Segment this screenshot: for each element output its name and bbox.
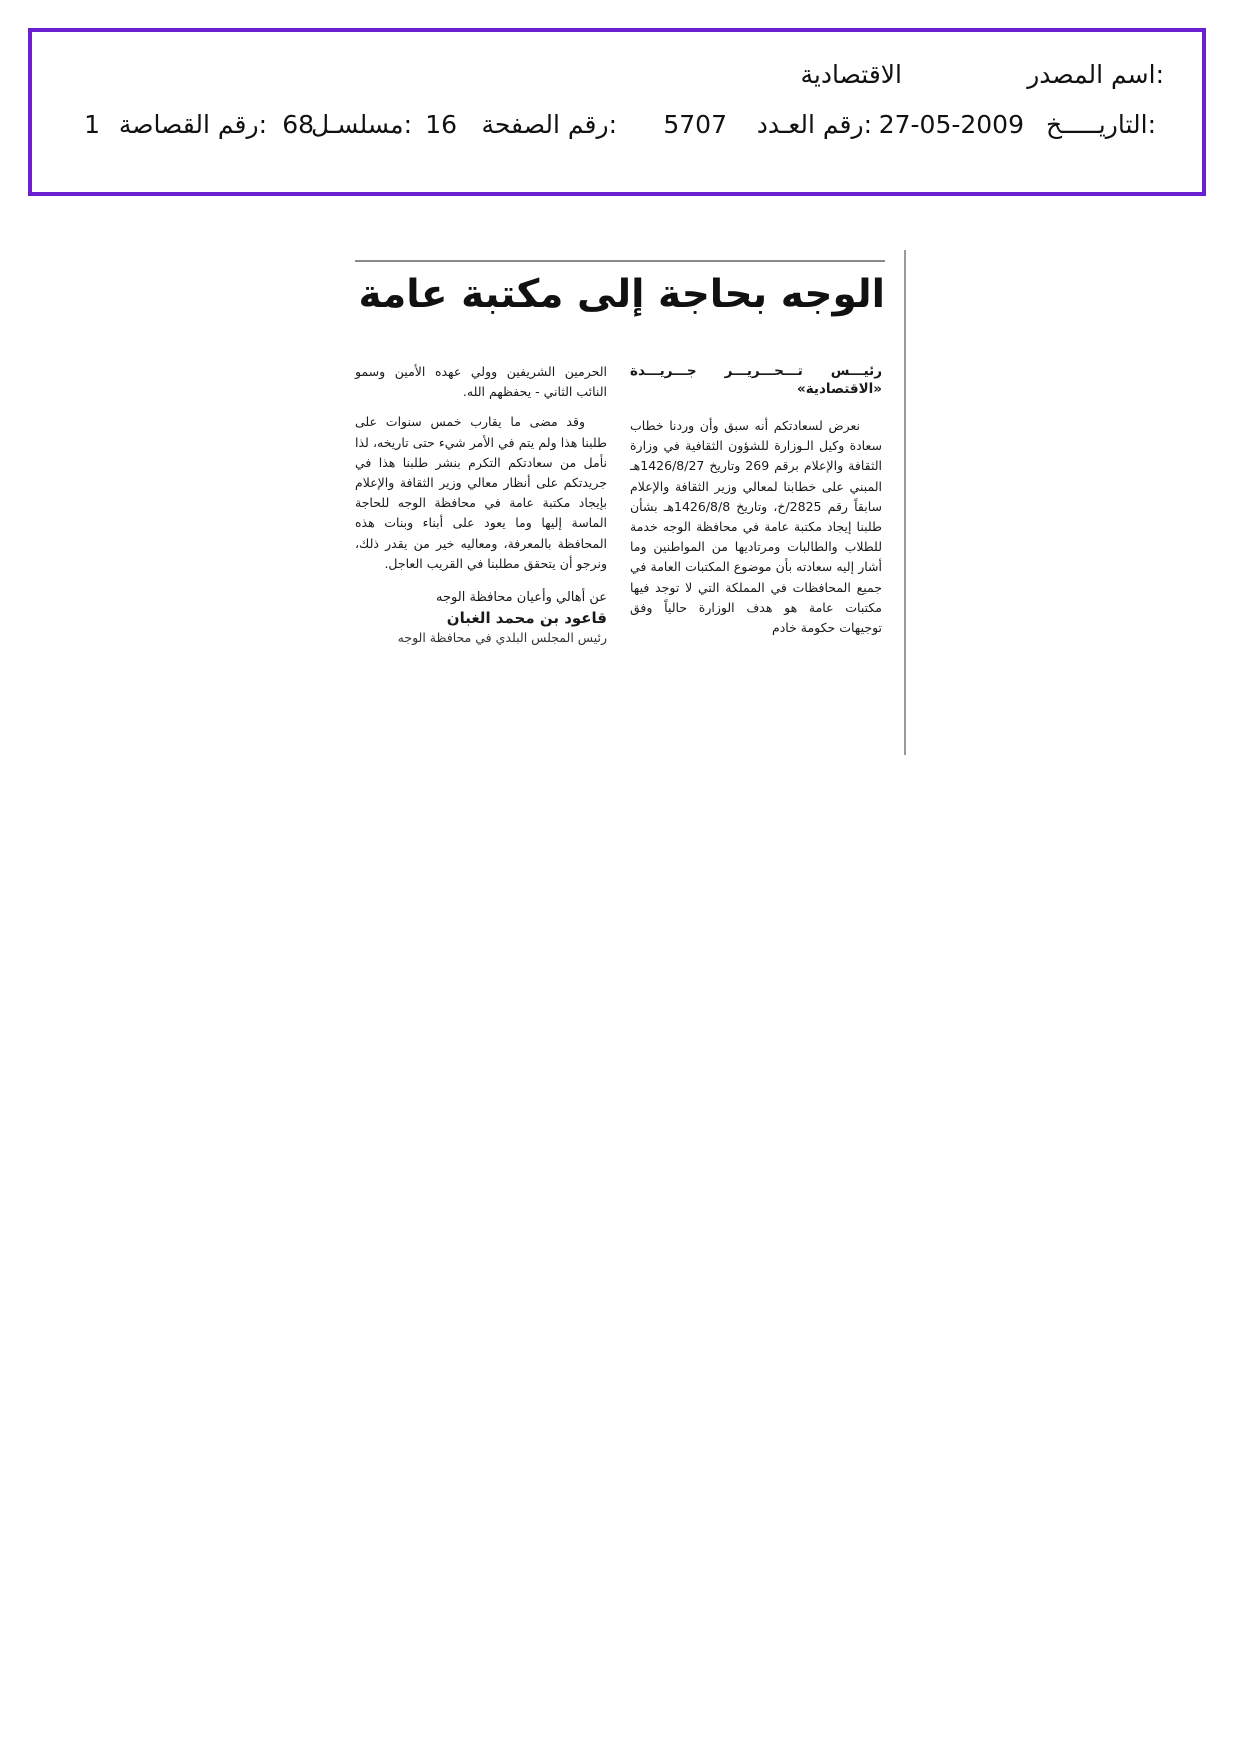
clip-label: رقم القصاصة: <box>118 110 267 139</box>
article-paragraph-3: وقد مضى ما يقارب خمس سنوات على طلبنا هذا ولم يتم في الأمر شيء حتى تاريخه، لذا نأمل من سعادتكم التكرم بنشر طلبنا هذا في جريدتكم على أنظار معالي وزير الثقافة والإعلام بإيجاد مكتبة عامة في محافظة الوجه للحاجة الماسة إليها وما يعود على أبناء وبنات هذه المحافظة بالمعرفة، ومعاليه خير من يقدر ذلك، ونرجو أن يتحقق مطلبنا في القريب العاجل. <box>355 414 607 571</box>
source-label: اسم المصدر: <box>1027 60 1164 89</box>
issue-label: رقم العـدد: <box>756 110 872 139</box>
article-column-left <box>355 362 607 648</box>
page-value: 16 <box>425 110 457 139</box>
top-rule <box>355 260 885 262</box>
signature-block <box>355 588 607 648</box>
clipping-info-box <box>28 28 1206 196</box>
page-label: رقم الصفحة: <box>481 110 617 139</box>
clip-value: 1 <box>84 110 100 139</box>
column-rule <box>904 250 906 755</box>
date-value: 27-05-2009 <box>878 110 1024 139</box>
source-value: الاقتصادية <box>800 60 902 89</box>
article-paragraph-2: الحرمين الشريفين وولي عهده الأمين وسمو النائب الثاني - يحفظهم الله. <box>355 364 607 400</box>
serial-label: مسلسـل: <box>311 110 412 139</box>
article-headline: الوجه بحاجة إلى مكتبة عامة <box>358 272 885 317</box>
serial-value: 68 <box>282 110 314 139</box>
signature-intro: عن أهالي وأعيان محافظة الوجه <box>436 590 607 606</box>
article-paragraph-1: نعرض لسعادتكم أنه سبق وأن وردنا خطاب سعادة وكيل الـوزارة للشؤون الثقافية في وزارة الثقافة والإعلام برقم 269 وتاريخ 1426/8/27هـ المبني على خطابنا لمعالي وزير الثقافة والإعلام سابقاً رقم 2825/خ، وتاريخ 1426/8/8هـ بشأن طلبنا إيجاد مكتبة عامة في محافظة الوجه خدمة للطلاب والطالبات ومرتاديها من المواطنين وما أشار إليه سعادته بأن موضوع المكتبات العامة في جميع المحافظات في المملكة التي لا توجد فيها مكتبات عامة هو هدف الوزارة حالياً وفق توجيهات حكومة خادم <box>630 418 883 636</box>
signature-name: قاعود بن محمد الغبان <box>446 609 607 628</box>
newspaper-clipping <box>355 250 905 760</box>
article-addressee: رئيـــس تـــحـــريـــر جـــريـــدة «الاقتصادية» <box>630 363 882 397</box>
article-column-right <box>630 362 882 638</box>
date-label: التاريـــــخ: <box>1046 110 1156 139</box>
issue-value: 5707 <box>663 110 727 139</box>
signature-title: رئيس المجلس البلدي في محافظة الوجه <box>397 630 607 646</box>
